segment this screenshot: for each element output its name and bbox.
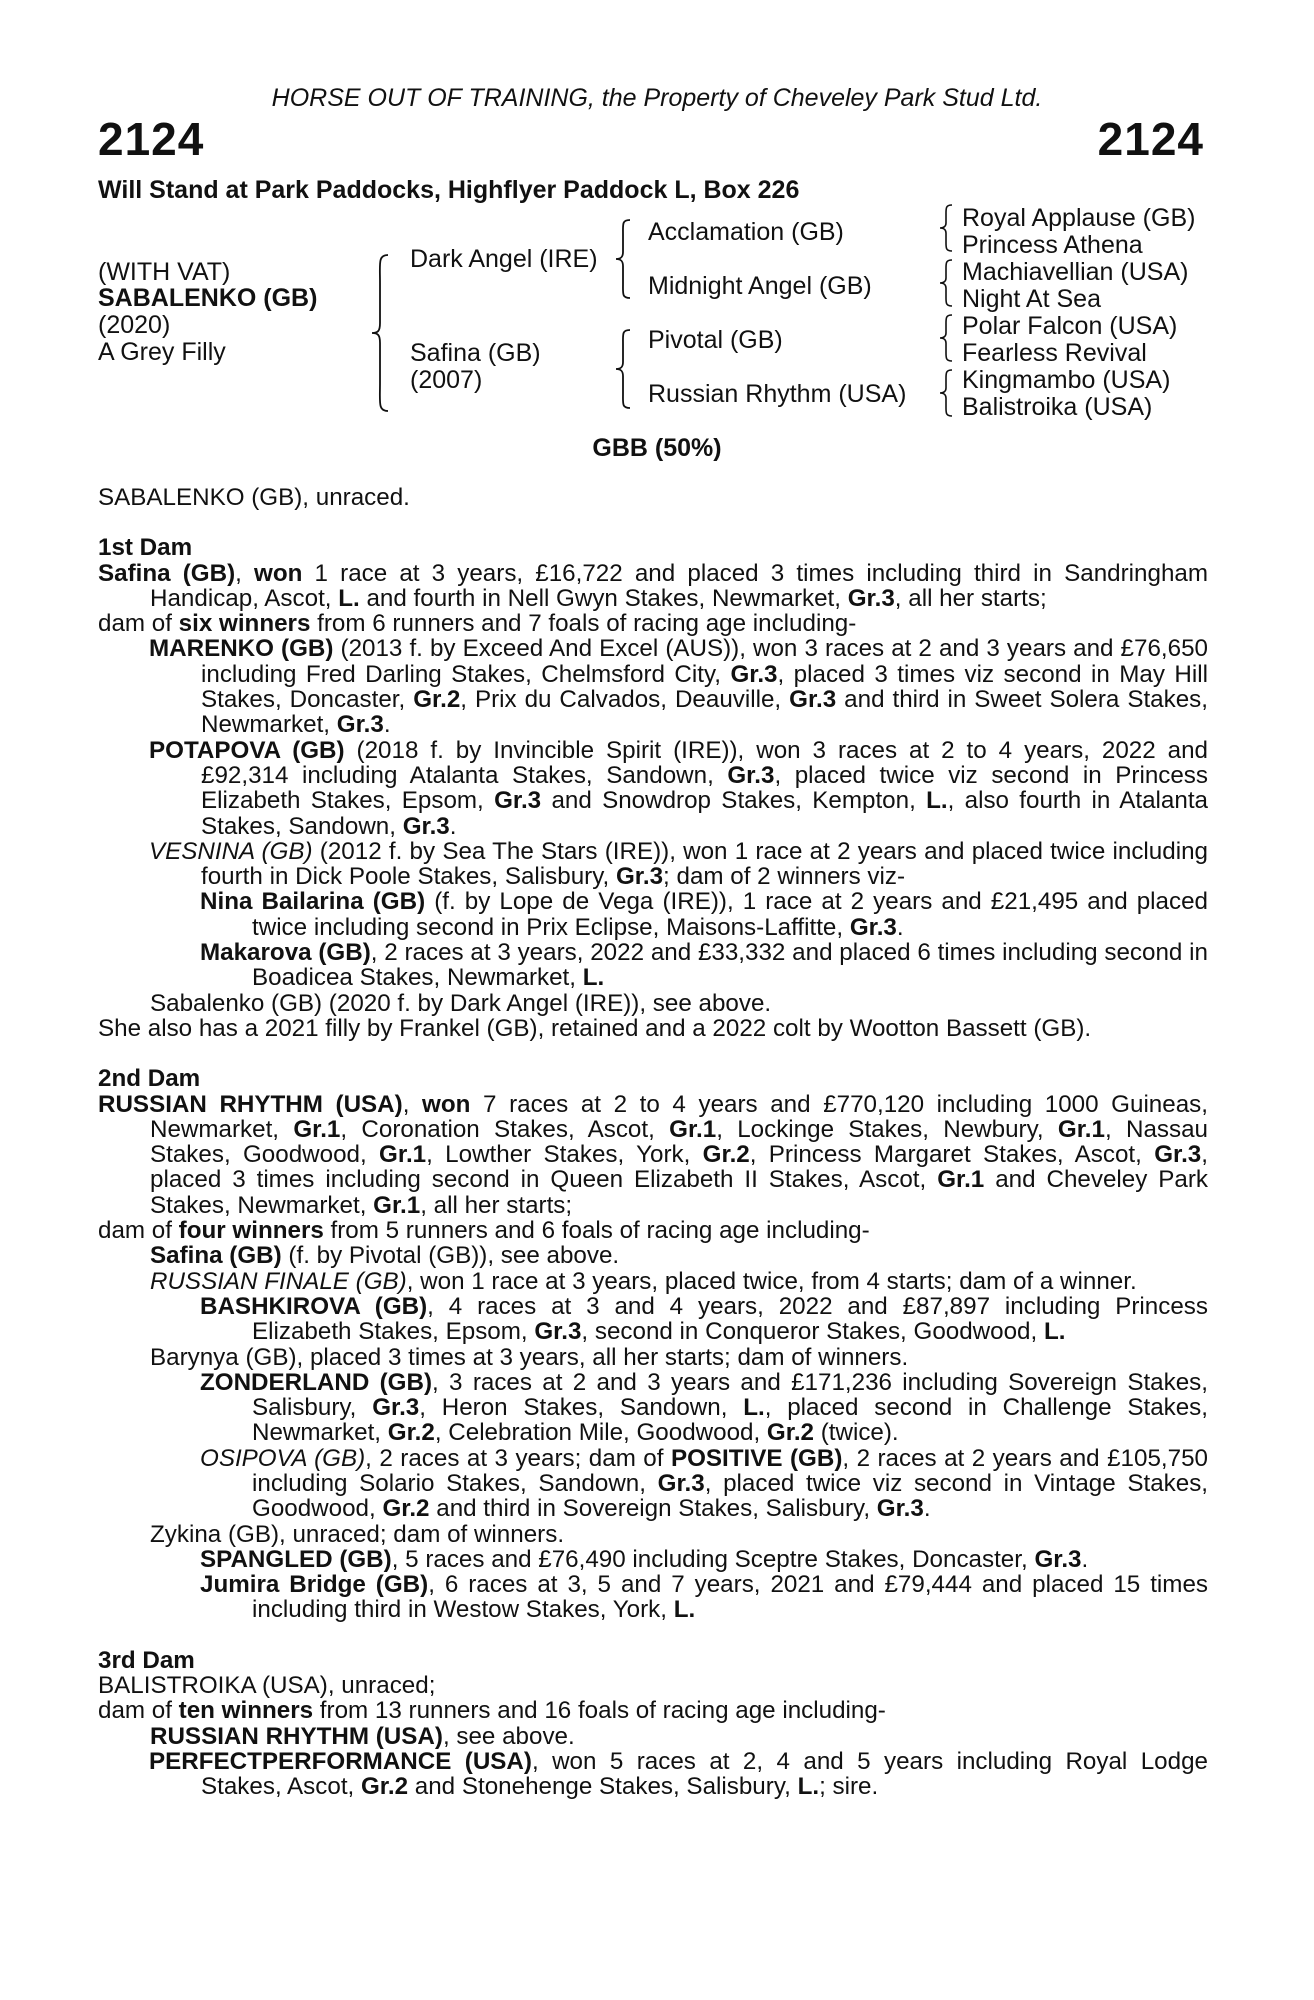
ss-sire: Royal Applause (GB): [962, 204, 1196, 232]
horse-name: SABALENKO (GB): [98, 284, 318, 312]
makarova-entry: Makarova (GB), 2 races at 3 years, 2022 and £33,332 and placed 6 times including second in Boadicea Stakes, Newmarket, L.: [200, 939, 1208, 992]
first-dam-produce-summary: dam of six winners from 6 runners and 7 foals of racing age including-: [98, 610, 857, 638]
catalogue-body: [98, 485, 1208, 1800]
sabalenko-entry: Sabalenko (GB) (2020 f. by Dark Angel (IRE)), see above.: [150, 989, 772, 1017]
balistroika-entry: BALISTROIKA (USA), unraced;: [98, 1672, 436, 1700]
spangled-entry: SPANGLED (GB), 5 races and £76,490 including Sceptre Stakes, Doncaster, Gr.3.: [200, 1545, 1089, 1573]
pedigree-brace-sd: [938, 258, 956, 308]
third-dam-produce-summary: dam of ten winners from 13 runners and 16 foals of racing age including-: [98, 1697, 886, 1725]
marenko-entry: MARENKO (GB) (2013 f. by Exceed And Excel (AUS)), won 3 races at 2 and 3 years and £76,650 including Fred Darling Stakes, Chelmsford City, Gr.3, placed 3 times viz second in May Hill Stakes, Doncaster, Gr.2, Prix du Calvados, Deauville, Gr.3 and third in Sweet Solera Stakes, Newmarket, Gr.3.: [149, 635, 1208, 739]
pedigree-brace-ds: [938, 313, 956, 363]
sd-sire: Machiavellian (USA): [962, 258, 1189, 286]
russian-rhythm-entry: RUSSIAN RHYTHM (USA), won 7 races at 2 to 4 years and £770,120 including 1000 Guineas, Newmarket, Gr.1, Coronation Stakes, Ascot, Gr.1, Lockinge Stakes, Newbury, Gr.1, Nassau Stakes, Goodwood, Gr.1, Lowther Stakes, York, Gr.2, Princess Margaret Stakes, Ascot, Gr.3, placed 3 times including second in Queen Elizabeth II Stakes, Ascot, Gr.1 and Cheveley Park Stakes, Newmarket, Gr.1, all her starts;: [98, 1090, 1208, 1219]
safina-ref-entry: Safina (GB) (f. by Pivotal (GB)), see above.: [150, 1242, 620, 1270]
sd-dam: Night At Sea: [962, 285, 1101, 313]
ds-dam: Fearless Revival: [962, 339, 1147, 367]
horse-description: A Grey Filly: [98, 338, 226, 366]
ss-dam: Princess Athena: [962, 231, 1143, 259]
vesnina-entry: VESNINA (GB) (2012 f. by Sea The Stars (IRE)), won 1 race at 2 years and placed twice including fourth in Dick Poole Stakes, Salisbury, Gr.3; dam of 2 winners viz-: [149, 837, 1208, 891]
inbreeding-note: GBB (50%): [592, 434, 722, 462]
sale-header: HORSE OUT OF TRAINING, the Property of Cheveley Park Stud Ltd.: [271, 84, 1043, 112]
pedigree-brace-ss: [938, 203, 956, 253]
second-dam-produce-summary: dam of four winners from 5 runners and 6 foals of racing age including-: [98, 1217, 870, 1245]
pedigree-brace-dd: [938, 368, 956, 418]
second-dam-heading: 2nd Dam: [98, 1065, 201, 1093]
horse-year: (2020): [98, 311, 171, 339]
stand-location: Will Stand at Park Paddocks, Highflyer Paddock L, Box 226: [98, 176, 800, 204]
pedigree-brace-dam: [614, 328, 634, 410]
osipova-entry: OSIPOVA (GB), 2 races at 3 years; dam of POSITIVE (GB), 2 races at 2 years and £105,750 including Solario Stakes, Sandown, Gr.3, placed twice viz second in Vintage Stakes, Goodwood, Gr.2 and third in Sovereign Stakes, Salisbury, Gr.3.: [200, 1444, 1209, 1523]
lot-number-left: 2124: [98, 113, 205, 165]
pedigree-brace-sire: [614, 218, 634, 300]
barynya-entry: Barynya (GB), placed 3 times at 3 years, all her starts; dam of winners.: [150, 1343, 909, 1371]
dam-sire: Pivotal (GB): [648, 326, 783, 354]
sire-name: Dark Angel (IRE): [410, 245, 598, 273]
zykina-entry: Zykina (GB), unraced; dam of winners.: [150, 1520, 565, 1548]
russian-finale-entry: RUSSIAN FINALE (GB), won 1 race at 3 years, placed twice, from 4 starts; dam of a winner.: [150, 1267, 1137, 1295]
first-dam-entry: Safina (GB), won 1 race at 3 years, £16,722 and placed 3 times including third in Sandringham Handicap, Ascot, L. and fourth in Nell Gwyn Stakes, Newmarket, Gr.3, all her starts;: [98, 559, 1208, 612]
dd-dam: Balistroika (USA): [962, 393, 1153, 421]
sire-sire: Acclamation (GB): [648, 218, 844, 246]
pedigree-brace-main: [370, 253, 392, 413]
dam-year: (2007): [410, 366, 483, 394]
bashkirova-entry: BASHKIROVA (GB), 4 races at 3 and 4 years, 2022 and £87,897 including Princess Elizabeth Stakes, Epsom, Gr.3, second in Conqueror Stakes, Goodwood, L.: [200, 1292, 1208, 1346]
zonderland-entry: ZONDERLAND (GB), 3 races at 2 and 3 years and £171,236 including Sovereign Stakes, Salisbury, Gr.3, Heron Stakes, Sandown, L., placed second in Challenge Stakes, Newmarket, Gr.2, Celebration Mile, Goodwood, Gr.2 (twice).: [200, 1368, 1208, 1447]
also-has-line: She also has a 2021 filly by Frankel (GB), retained and a 2022 colt by Wootton Bassett (GB).: [98, 1014, 1092, 1042]
jumira-bridge-entry: Jumira Bridge (GB), 6 races at 3, 5 and 7 years, 2021 and £79,444 and placed 15 times including third in Westow Stakes, York, L.: [200, 1571, 1208, 1624]
ds-sire: Polar Falcon (USA): [962, 312, 1178, 340]
potapova-entry: POTAPOVA (GB) (2018 f. by Invincible Spirit (IRE)), won 3 races at 2 to 4 years, 2022 and £92,314 including Atalanta Stakes, Sandown, Gr.3, placed twice viz second in Princess Elizabeth Stakes, Epsom, Gr.3 and Snowdrop Stakes, Kempton, L., also fourth in Atalanta Stakes, Sandown, Gr.3.: [149, 736, 1209, 840]
lot-number-right: 2124: [1097, 113, 1204, 165]
dam-name: Safina (GB): [410, 339, 541, 367]
sire-dam: Midnight Angel (GB): [648, 272, 872, 300]
third-dam-heading: 3rd Dam: [98, 1646, 195, 1674]
dd-sire: Kingmambo (USA): [962, 366, 1171, 394]
dam-dam: Russian Rhythm (USA): [648, 380, 907, 408]
perfectperformance-entry: PERFECTPERFORMANCE (USA), won 5 races at 2, 4 and 5 years including Royal Lodge Stakes, Ascot, Gr.2 and Stonehenge Stakes, Salisbury, L.; sire.: [149, 1747, 1208, 1801]
nina-bailarina-entry: Nina Bailarina (GB) (f. by Lope de Vega (IRE)), 1 race at 2 years and £21,495 and placed twice including second in Prix Eclipse, Maisons-Laffitte, Gr.3.: [200, 888, 1208, 941]
first-dam-heading: 1st Dam: [98, 534, 193, 562]
intro-line: SABALENKO (GB), unraced.: [98, 484, 410, 511]
vat-label: (WITH VAT): [98, 258, 231, 286]
russian-rhythm-ref-entry: RUSSIAN RHYTHM (USA), see above.: [150, 1722, 575, 1750]
